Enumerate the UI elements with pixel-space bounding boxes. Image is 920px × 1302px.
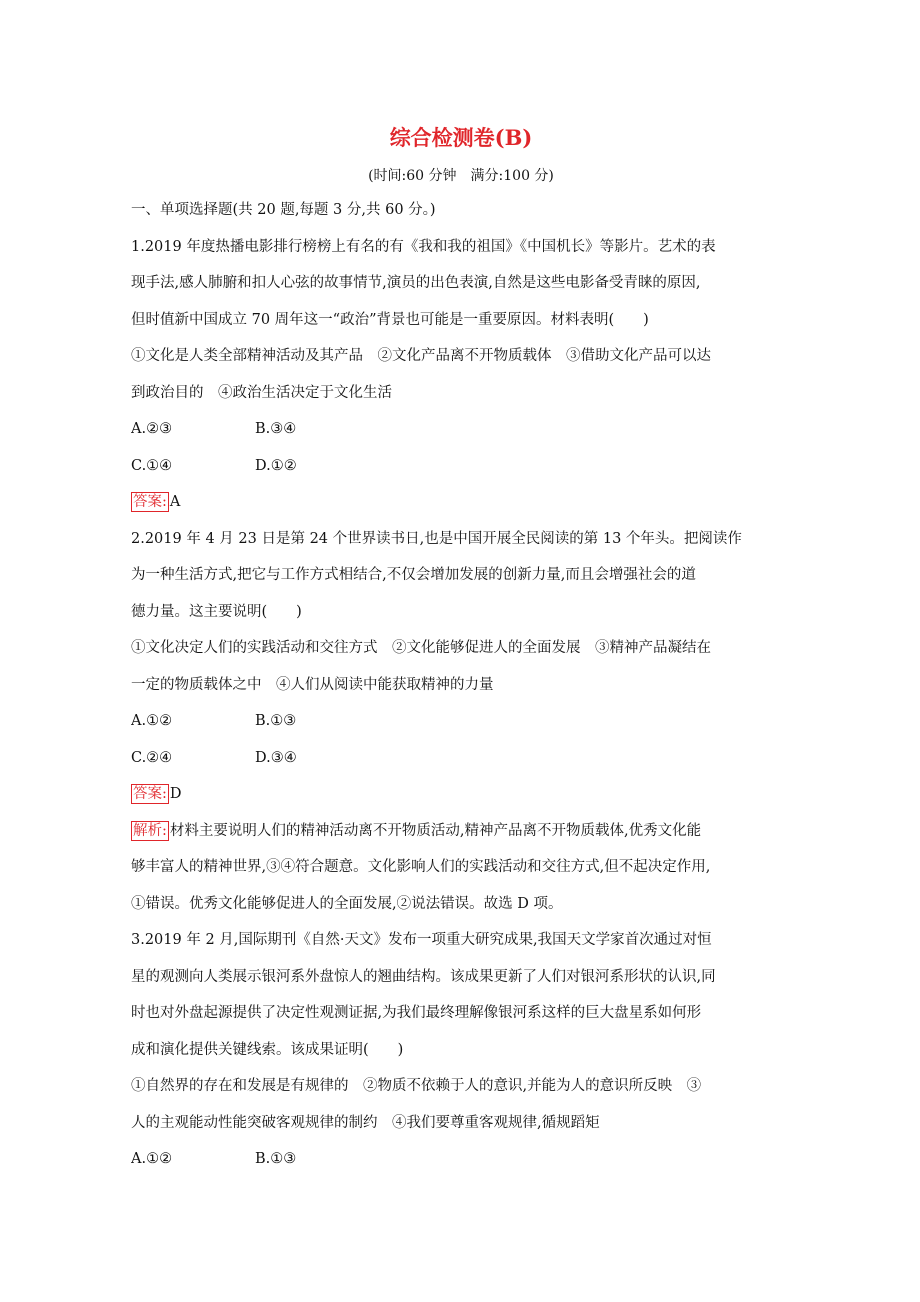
- q2-options-row: [131, 740, 791, 777]
- q2-analysis-text: 材料主要说明人们的精神活动离不开物质活动,精神产品离不开物质载体,优秀文化能: [169, 822, 702, 839]
- q2-option-a: A.①②: [131, 713, 173, 729]
- q1-stem-line: 现手法,感人肺腑和扣人心弦的故事情节,演员的出色表演,自然是这些电影备受青睐的原因,: [131, 275, 701, 291]
- q1-options-row: [131, 448, 791, 485]
- q1-stem-line: 但时值新中国成立 70 周年这一“政治”背景也可能是一重要原因。材料表明( ): [131, 311, 649, 328]
- answer-label: 答案:: [133, 494, 167, 510]
- question-1: [131, 229, 791, 521]
- q3-stem-line: 成和演化提供关键线索。该成果证明( ): [131, 1041, 404, 1058]
- document-page: [131, 122, 791, 1178]
- q2-statements-line: 一定的物质载体之中 ④人们从阅读中能获取精神的力量: [131, 676, 494, 693]
- q2-option-d: D.③④: [255, 749, 297, 766]
- analysis-label: 解析:: [133, 822, 167, 839]
- q3-stem-line: 时也对外盘起源提供了决定性观测证据,为我们最终理解像银河系这样的巨大盘星系如何形: [131, 1005, 702, 1021]
- q2-answer: [131, 776, 791, 813]
- q3-options-row: [131, 1141, 791, 1178]
- q1-option-b: B.③④: [255, 421, 297, 437]
- q1-answer-value: A: [169, 494, 181, 510]
- q3-option-b: B.①③: [255, 1151, 297, 1167]
- q3-stem-line: 星的观测向人类展示银河系外盘惊人的翘曲结构。该成果更新了人们对银河系形状的认识,同: [131, 968, 716, 985]
- question-3: [131, 922, 791, 1178]
- q3-option-a: A.①②: [131, 1151, 173, 1167]
- q1-statements-line: ①文化是人类全部精神活动及其产品 ②文化产品离不开物质载体 ③借助文化产品可以达: [131, 348, 711, 364]
- q1-option-d: D.①②: [255, 457, 297, 474]
- q1-option-a: A.②③: [131, 421, 173, 437]
- question-2: [131, 521, 791, 923]
- q2-answer-value: D: [169, 786, 182, 802]
- q1-stem-line: 1.2019 年度热播电影排行榜榜上有名的有《我和我的祖国》《中国机长》等影片。艺术的表: [131, 238, 716, 255]
- q2-analysis-line: ①错误。优秀文化能够促进人的全面发展,②说法错误。故选 D 项。: [131, 895, 563, 912]
- q3-stem-line: 3.2019 年 2 月,国际期刊《自然·天文》发布一项重大研究成果,我国天文学家首次通过对恒: [131, 932, 712, 948]
- q2-statements-line: ①文化决定人们的实践活动和交往方式 ②文化能够促进人的全面发展 ③精神产品凝结在: [131, 640, 711, 656]
- q3-statements-line: ①自然界的存在和发展是有规律的 ②物质不依赖于人的意识,并能为人的意识所反映 ③: [131, 1078, 702, 1094]
- q3-statements-line: 人的主观能动性能突破客观规律的制约 ④我们要尊重客观规律,循规蹈矩: [131, 1114, 600, 1131]
- q1-statements-line: 到政治目的 ④政治生活决定于文化生活: [131, 384, 392, 401]
- q1-option-c: C.①④: [131, 457, 173, 474]
- q2-analysis: [131, 813, 791, 850]
- q1-options-row: [131, 411, 791, 448]
- time-score-info: (时间:60 分钟 满分:100 分): [368, 168, 554, 184]
- q2-stem-line: 2.2019 年 4 月 23 日是第 24 个世界读书日,也是中国开展全民阅读的第 13 个年头。把阅读作: [131, 530, 742, 547]
- q2-stem-line: 德力量。这主要说明( ): [131, 603, 302, 620]
- q2-stem-line: 为一种生活方式,把它与工作方式相结合,不仅会增加发展的创新力量,而且会增强社会的道: [131, 567, 696, 583]
- q2-option-b: B.①③: [255, 713, 297, 729]
- section-heading: 一、单项选择题(共 20 题,每题 3 分,共 60 分。): [131, 202, 436, 218]
- q1-answer: [131, 484, 791, 521]
- q2-analysis-line: 够丰富人的精神世界,③④符合题意。文化影响人们的实践活动和交往方式,但不起决定作用,: [131, 859, 711, 875]
- document-title: 综合检测卷(B): [389, 125, 533, 150]
- q2-option-c: C.②④: [131, 749, 173, 766]
- answer-label: 答案:: [133, 786, 167, 802]
- q2-options-row: [131, 703, 791, 740]
